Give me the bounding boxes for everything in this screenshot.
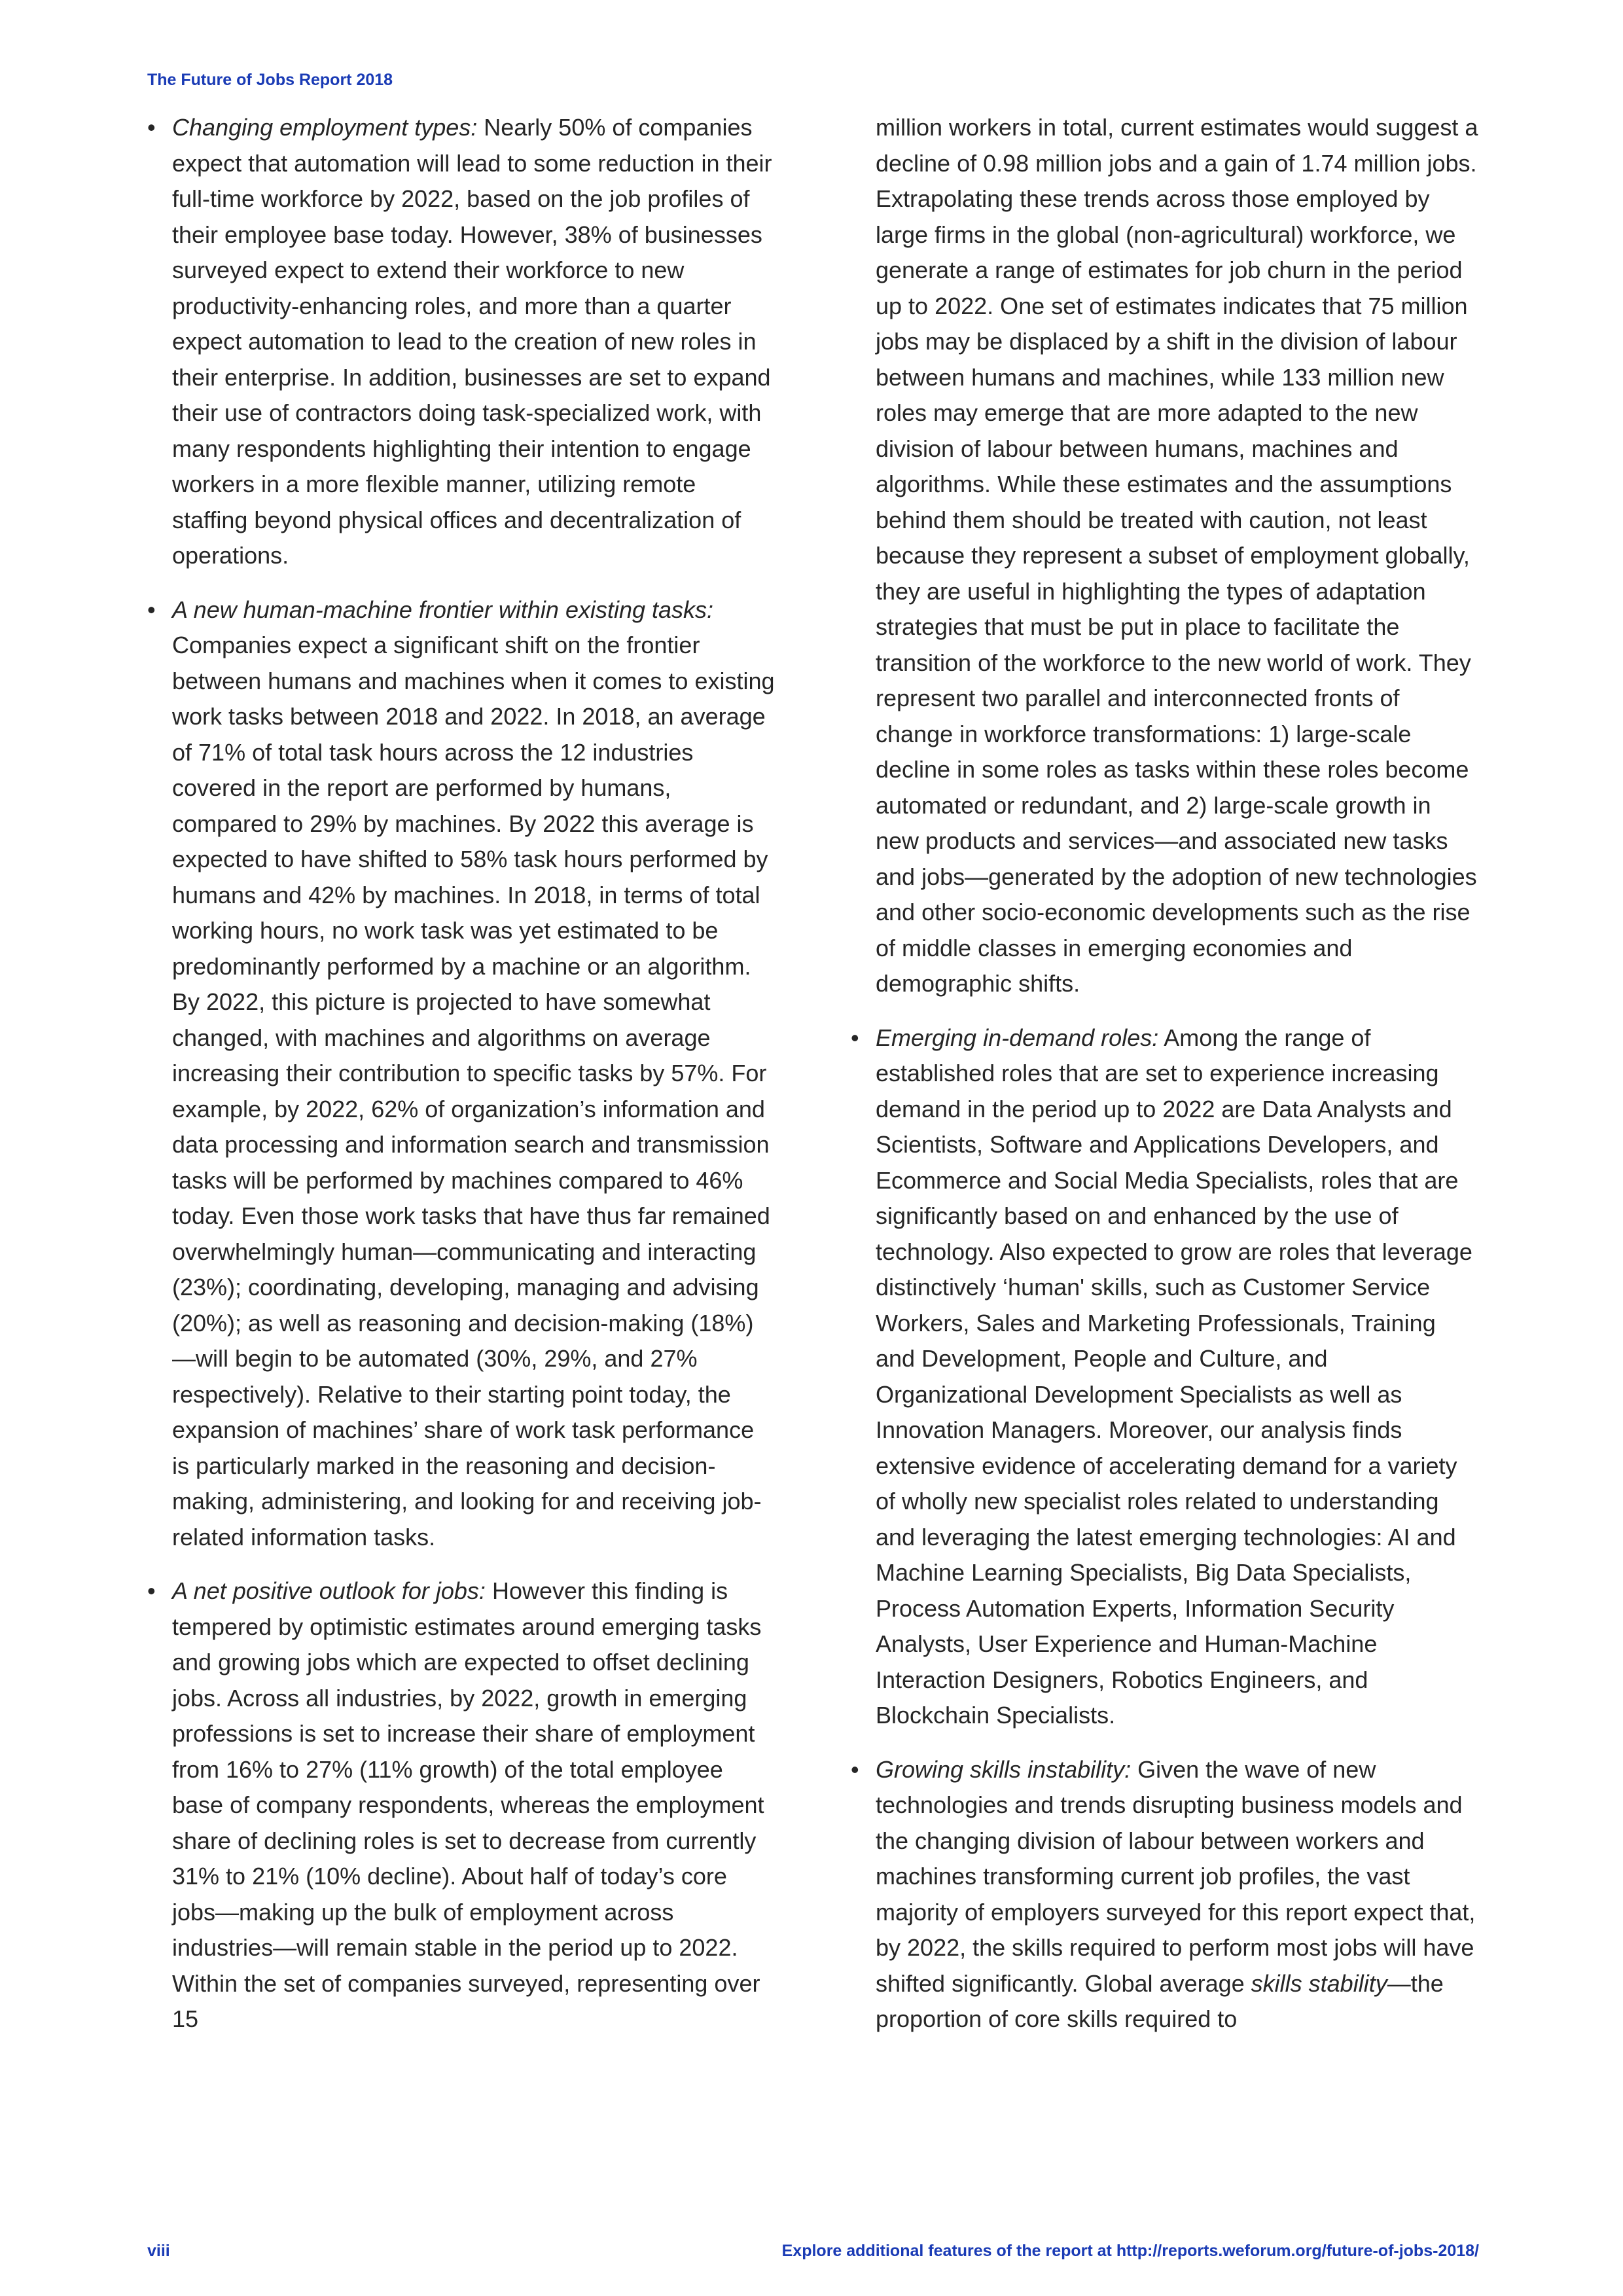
bullet-emphasis: skills stability: [1251, 1969, 1387, 1997]
bullet-lead: Changing employment types:: [172, 114, 478, 141]
bullet-lead: A new human-machine frontier within existing tasks:: [172, 596, 714, 623]
bullet-lead: Growing skills instability:: [876, 1755, 1132, 1783]
page-number: viii: [147, 2242, 170, 2260]
running-header: The Future of Jobs Report 2018: [147, 71, 393, 89]
bullet-human-machine-frontier: [147, 592, 776, 1556]
bullet-text: However this finding is tempered by optimistic estimates around emerging tasks and growing jobs which are expected to offset declining jobs. Across all industries, by 2022, growth in emerging professions is set to increase their share of employment from 16% to 27% (11% growth) of the total employee base of company respondents, whereas the employment share of declining roles is set to decrease from currently 31% to 21% (10% decline). About half of today’s core jobs—making up the bulk of employment across industries—will remain stable in the period up to 2022. Within the set of companies surveyed, representing over 15: [172, 1577, 764, 2032]
report-link[interactable]: Explore additional features of the report at http://reports.weforum.org/future-of-jobs-2018/: [781, 2242, 1479, 2260]
bullet-emerging-roles: [851, 1020, 1479, 1734]
bullet-tail: —the proportion of core skills required to: [876, 1969, 1444, 2032]
right-column: [851, 110, 1479, 2056]
bullet-text: Among the range of established roles that are set to experience increasing demand in the period up to 2022 are Data Analysts and Scientists, Software and Applications Developers, and Ecommerce and Social Media Specialists, roles that are significantly based on and enhanced by the use of technology. Also expected to grow are roles that leverage distinctively ‘human' skills, such as Customer Service Workers, Sales and Marketing Professionals, Training and Development, People and Culture, and Organizational Development Specialists as well as Innovation Managers. Moreover, our analysis finds extensive evidence of accelerating demand for a variety of wholly new specialist roles related to understanding and leveraging the latest emerging technologies: AI and Machine Learning Specialists, Big Data Specialists, Process Automation Experts, Information Security Analysts, User Experience and Human-Machine Interaction Designers, Robotics Engineers, and Blockchain Specialists.: [876, 1024, 1472, 1729]
bullet-skills-instability: [851, 1752, 1479, 2037]
left-column: [147, 110, 776, 2056]
bullet-text: Given the wave of new technologies and trends disrupting business models and the changing division of labour between workers and machines transforming current job profiles, the vast majority of employers surveyed for this report expect that, by 2022, the skills required to perform most jobs will have shifted significantly. Global average: [876, 1755, 1476, 1997]
bullet-lead: Emerging in-demand roles:: [876, 1024, 1159, 1051]
bullet-lead: A net positive outlook for jobs:: [172, 1577, 486, 1604]
bullet-text: Companies expect a significant shift on the frontier between humans and machines when it comes to existing work tasks between 2018 and 2022. In 2018, an average of 71% of total task hours across the 12 industries covered in the report are performed by humans, compared to 29% by machines. By 2022 this average is expected to have shifted to 58% task hours performed by humans and 42% by machines. In 2018, in terms of total working hours, no work task was yet estimated to be predominantly performed by a machine or an algorithm. By 2022, this picture is projected to have somewhat changed, with machines and algorithms on average increasing their contribution to specific tasks by 57%. For example, by 2022, 62% of organization’s information and data processing and information search and transmission tasks will be performed by machines compared to 46% today. Even those work tasks that have thus far remained overwhelmingly human—communicating and interacting (23%); coordinating, developing, managing and advising (20%); as well as reasoning and decision-making (18%)—will begin to be automated (30%, 29%, and 27% respectively). Relative to their starting point today, the expansion of machines’ share of work task performance is particularly marked in the reasoning and decision-making, administering, and looking for and receiving job-related information tasks.: [172, 632, 775, 1551]
continuation-paragraph: million workers in total, current estimates would suggest a decline of 0.98 million jobs and a gain of 1.74 million jobs. Extrapolating these trends across those employed by large firms in the global (non-agricultural) workforce, we generate a range of estimates for job churn in the period up to 2022. One set of estimates indicates that 75 million jobs may be displaced by a shift in the division of labour between humans and machines, while 133 million new roles may emerge that are more adapted to the new division of labour between humans, machines and algorithms. While these estimates and the assumptions behind them should be treated with caution, not least because they represent a subset of employment globally, they are useful in highlighting the types of adaptation strategies that must be put in place to facilitate the transition of the workforce to the new world of work. They represent two parallel and interconnected fronts of change in workforce transformations: 1) large-scale decline in some roles as tasks within these roles become automated or redundant, and 2) large-scale growth in new products and services—and associated new tasks and jobs—generated by the adoption of new technologies and other socio-economic developments such as the rise of middle classes in emerging economies and demographic shifts.: [876, 114, 1478, 997]
bullet-changing-employment-types: [147, 110, 776, 574]
bullet-text: Nearly 50% of companies expect that automation will lead to some reduction in their full-time workforce by 2022, based on the job profiles of their employee base today. However, 38% of businesses surveyed expect to extend their workforce to new productivity-enhancing roles, and more than a quarter expect automation to lead to the creation of new roles in their enterprise. In addition, businesses are set to expand their use of contractors doing task-specialized work, with many respondents highlighting their intention to engage workers in a more flexible manner, utilizing remote staffing beyond physical offices and decentralization of operations.: [172, 114, 772, 569]
bullet-net-positive-outlook: [147, 1573, 776, 2037]
